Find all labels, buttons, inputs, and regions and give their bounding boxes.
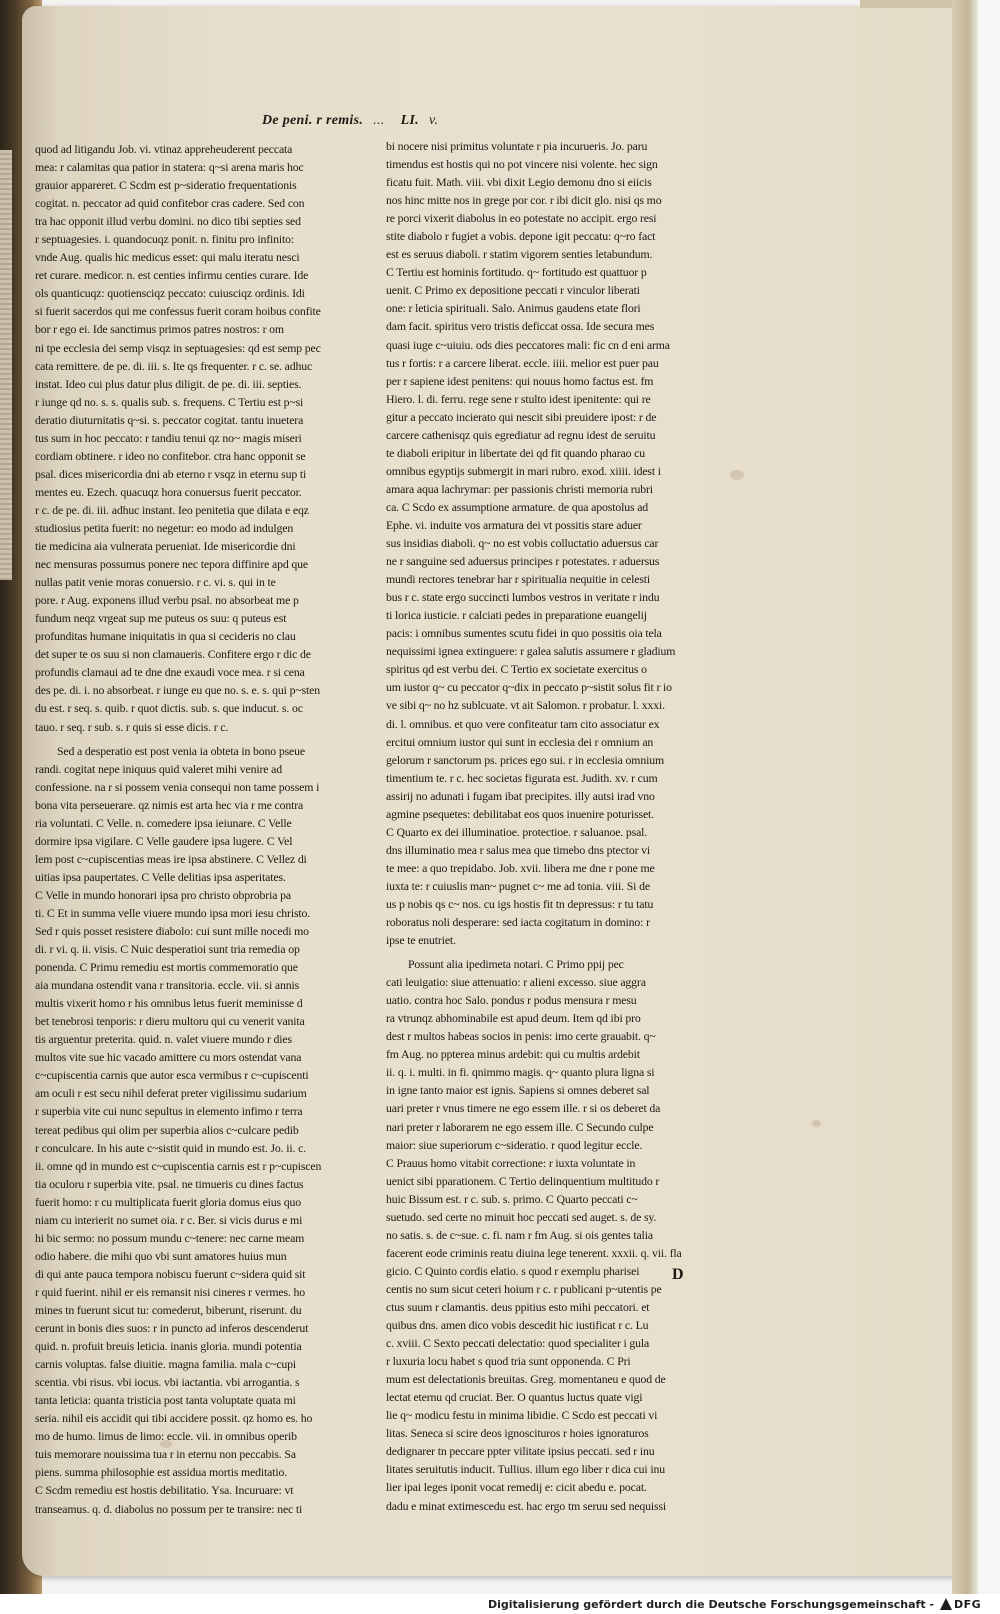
text-line: ni tpe ecclesia dei semp visqz in septuagesies: qd est semp pec (35, 340, 321, 355)
text-line: tus sum in hoc peccato: r tandiu tenui qz no~ magis miseri (35, 430, 302, 445)
text-line: ti lorica iusticie. r calciati pedes in preparatione euangelij (386, 608, 647, 623)
text-line: aia mundana ostendit vana r transitoria. eccle. vii. si annis (35, 978, 300, 993)
text-line: pacis: i omnibus sumentes scutu fidei in quo possitis oia tela (386, 626, 662, 641)
text-line: uenit. C Primo ex depositione peccati r vinculor liberati (386, 283, 640, 298)
text-line: uenict sibi pparationem. C Tertio delinquentium multitudo r (386, 1173, 660, 1188)
right-text-column (386, 137, 710, 1513)
text-line: uitias ipsa paupertates. C Velle delitias ipsa asperitates. (35, 869, 286, 884)
text-line: ria voluntati. C Velle. n. comedere ipsa ieiunare. C Velle (35, 815, 292, 830)
text-line: nec mensuras possumus ponere nec tepora diffinire apd que (35, 557, 308, 572)
text-line: Sed a desperatio est post venia ia obteta in bono pseue (57, 743, 305, 758)
left-text-column (35, 140, 355, 1516)
text-line: per r sapiene idest penitens: qui nouus homo factus est. fm (386, 373, 654, 388)
text-line: ii. omne qd in mundo est c~cupiscentia carnis est r p~cupiscen (35, 1158, 322, 1173)
text-line: du est. r seq. s. quib. r quot dictis. sub. s. que inducut. s. oc (35, 701, 303, 716)
text-line: piens. summa philosophie est assidua mortis meditatio. (35, 1465, 288, 1480)
text-line: deratio diuturnitatis q~si. s. peccator cogitat. tantu inuetera (35, 412, 304, 427)
previous-page-edge (0, 150, 12, 580)
text-line: ne r sanguine sed aduersus principes r potestates. r aduersus (386, 554, 660, 569)
text-line: nequissimi ignea extinguere: r galea salutis assumere r gladium (386, 644, 676, 659)
text-line: fm Aug. no ppterea minus ardebit: qui cu multis ardebit (386, 1047, 640, 1062)
text-line: Ephe. vi. induite vos armatura dei vt possitis stare aduer (386, 517, 642, 532)
text-line: te mee: a quo trepidabo. Job. xvii. libera me dne r pone me (386, 860, 655, 875)
text-line: lectat eternu qd cruciat. Ber. O quantus luctus quate vigi (386, 1390, 643, 1405)
text-line: di. l. omnibus. et quo vere confiteatur tam cito associatur ex (386, 716, 660, 731)
text-line: Possunt alia ipedimeta notari. C Primo ppij pec (408, 957, 624, 972)
text-line: dadu e minat extimescedu est. hac ergo tm seruu sed nequissi (386, 1498, 667, 1513)
text-line: timendus est hostis qui no pot vincere nisi volente. hec sign (386, 157, 658, 172)
text-line: omnibus egyptijs submergit in mari rubro. exod. xiiii. idest i (386, 463, 661, 478)
text-line: di qui ante pauca tempora nobiscu fuerunt c~sidera quid sit (35, 1266, 306, 1281)
text-line: one: r leticia spirituali. Salo. Animus gaudens etate flori (386, 301, 641, 316)
digitization-footer (0, 1594, 1000, 1614)
text-line: c. xviii. C Sexto peccati delectatio: quod specialiter i gula (386, 1336, 650, 1351)
text-line: quid. n. profuit breuis leticia. inanis gloria. mundi potentia (35, 1339, 302, 1354)
text-line: C Prauus homo vitabit correctione: r iuxta voluntate in (386, 1155, 636, 1170)
text-line: quod ad litigandu Job. vi. vtinaz appreheuderent peccata (35, 142, 293, 156)
text-line: tis arguentur preterita. quid. n. valet viuere mundo r dies (35, 1032, 292, 1047)
running-head-title: De peni. r remis. (262, 113, 364, 128)
text-line: litates seruitutis inducit. Tullius. illum ego liber r dica cui inu (386, 1462, 665, 1477)
text-line: suetudo. sed certe no minuit hoc peccati sed auget. s. de sy. (386, 1209, 657, 1224)
text-line: mum est delectationis breuitas. Greg. momentaneu e quod de (386, 1372, 666, 1387)
text-line: litas. Seneca si scire deos ignoscituros r hoies ignoraturos (386, 1426, 649, 1441)
text-line: dormire ipsa vigilare. C Velle gaudere ipsa lugere. C Vel (35, 833, 293, 848)
text-line: ve sibi q~ no hz sublcuate. vt ait Salomon. r probatur. l. xxxi. (386, 698, 665, 713)
text-line: tanta leticia: quanta tristicia post tanta voluptate quata mi (35, 1393, 296, 1408)
paper-stain (812, 1120, 821, 1127)
text-line: pore. r Aug. exponens illud verbu psal. no absorbeat me p (35, 593, 299, 608)
text-line: si fuerit sacerdos qui me confessus fuerit coram hoibus confite (35, 304, 321, 319)
text-line: nos hinc mitte nos in grege por cor. r ibi dicit glo. nisi qs mo (386, 193, 662, 208)
text-line: nari preter r laborarem ne ego essem ille. C Secundo culpe (386, 1119, 654, 1134)
text-line: uatio. contra hoc Salo. pondus r podus mensura r mesu (386, 993, 637, 1008)
text-line: C Scdm remediu est hostis debilitatio. Ysa. Incuruare: vt (35, 1483, 294, 1498)
text-line: r conculcare. In his aute c~sistit quid in mundo est. Jo. ii. c. (35, 1140, 307, 1155)
text-line: mentes eu. Ezech. quacuqz hora conuersus fuerit peccator. (35, 484, 302, 499)
folio-number: LI. (400, 113, 419, 128)
text-line: seria. nihil eis accidit qui tibi accidere possit. qz homo es. ho (35, 1411, 313, 1426)
text-line: quibus dns. amen dico vobis descedit hic iustificat r c. Lu (386, 1318, 649, 1333)
text-line: centis no sum sicut ceteri hoium r c. r publicani p~utentis pe (386, 1281, 662, 1296)
text-line: C Velle in mundo honorari ipsa pro christo obprobria pa (35, 887, 291, 902)
page-fore-edge (952, 0, 978, 1600)
text-line: agmine psequetes: debilitabat eos quos inuenire poturisset. (386, 806, 654, 821)
text-line: mo de humo. limus de limo: eccle. vii. in omnibus operib (35, 1429, 297, 1444)
text-line: studiosius petita fuerit: no negetur: eo modo ad indulgen (35, 520, 294, 535)
text-line: ti. C Et in summa velle viuere mundo ipsa mori iesu christo. (35, 905, 311, 920)
text-line: cerunt in bonis dies suos: r in puncto ad inferos descenderut (35, 1321, 309, 1336)
paper-stain (730, 470, 744, 480)
folio-mark: v. (428, 113, 439, 128)
text-line: us p nobis qs c~ nos. cu igs hostis fit tn depressus: r tu tatu (386, 896, 654, 911)
text-line: multis vixerit homo r his omnibus letus fuerit meminisse d (35, 996, 303, 1011)
text-line: sus insidias diaboli. q~ no est vobis colluctatio aduersus car (386, 536, 659, 551)
text-line: gicio. C Quinto cordis elatio. s quod r exemplu pharisei (386, 1263, 640, 1278)
text-line: tra hac opponit illud verbu domini. no dico tibi septies sed (35, 214, 301, 229)
text-line: ols quanticuqz: quotiensciqz peccato: cuiusciqz ordinis. Idi (35, 286, 305, 301)
text-line: tie medicina aia vulnerata perueniat. Ide misericordie dni (35, 539, 296, 554)
text-line: hi bic sermo: no possum mundu c~tenere: nec carne meam (35, 1230, 305, 1245)
signature-mark: D (672, 1266, 684, 1283)
text-line: di. r vi. q. ii. visis. C Nuic desperatioi sunt tria remedia op (35, 942, 300, 957)
text-line: fundum neqz vrgeat sup me puteus os suu: q puteus est (35, 611, 287, 626)
dfg-logo-icon (940, 1598, 952, 1610)
text-line: dns illuminatio mea r salus mea que timebo dns ptector vi (386, 842, 651, 857)
text-line: odio habere. die mihi quo vbi sunt amatores huius mun (35, 1248, 287, 1263)
text-line: bus r c. state ergo succincti lumbos vestros in veritate r indu (386, 590, 660, 605)
text-line: ficatu fuit. Math. viii. vbi dixit Legio demonu dno si eiicis (386, 175, 652, 190)
text-line: iuxta te: r cuiuslis man~ pugnet c~ me ad tonia. viii. Si de (386, 878, 650, 893)
text-line: no satis. s. de c~sue. c. fi. nam r fm Aug. si ois gentes talia (386, 1227, 653, 1242)
text-line: r c. de pe. di. iii. adhuc instant. Ieo penitetia que dilata e eqz (35, 502, 309, 517)
running-head-dots: ... (373, 113, 385, 128)
text-line: am oculi r est secu nihil deferat preter vigilissimu sudarium (35, 1086, 307, 1101)
text-line: quasi iuge c~uiuiu. ods dies peccatores mali: fic cn d eni arma (386, 337, 670, 352)
text-line: r quid fuerint. nihil er eis remansit nisi cineres r vermes. ho (35, 1284, 305, 1299)
text-line: assirij no adunati i fugam ibat precipites. illy autsi irad vno (386, 788, 655, 803)
text-line: dam facit. spiritus vero tristis deficcat ossa. Ide secura mes (386, 319, 655, 334)
text-line: re porci vixerit diabolus in eo potestate no accipit. ergo resi (386, 211, 657, 226)
text-line: carcere cathenisqz quis egrediatur ad regnu idest de seruitu (386, 427, 656, 442)
text-line: des pe. di. i. no absorbeat. r iunge eu que no. s. e. s. qui p~sten (35, 683, 320, 698)
text-line: nullas patit venie moras conuersio. r c. vi. s. qui in te (35, 575, 276, 590)
text-line: lier ipai leges iponit vocat remedij e: cicit abedu e. pocat. (386, 1480, 647, 1495)
text-line: roboratus noli desperare: sed iacta cogitatum in domino: r (386, 915, 650, 930)
text-line: r septuagesies. i. quandocuqz ponit. n. finitu pro infinito: (35, 232, 295, 247)
text-line: det super te os suu si non clamaueris. Confitere ergo r dic de (35, 647, 311, 662)
text-line: amara aqua lachrymar: per passionis christi memoria rubri (386, 481, 653, 496)
text-line: r iunge qd no. s. s. qualis sub. s. frequens. C Tertiu est p~si (35, 394, 304, 409)
text-line: gitur a peccato incierato qui nescit sibi preuidere ipost: r de (386, 409, 657, 424)
text-line: uari preter r vnus timere ne ego essem ille. r si os deberet da (386, 1101, 661, 1116)
text-line: ii. q. i. multi. in fi. qnimmo magis. q~ quanto plura ligna si (386, 1065, 655, 1080)
text-line: lie q~ modicu festu in minima libidie. C Scdo est peccati vi (386, 1408, 658, 1423)
text-line: tereat pedibus qui olim per superbia alios c~culcare pedib (35, 1122, 299, 1137)
text-line: carnis voluptas. false diuitie. magna familia. mala c~cupi (35, 1357, 297, 1372)
text-line: profundis clamaui ad te dne dne exaudi voce mea. r si cena (35, 665, 305, 680)
text-line: ca. C Scdo ex assumptione armature. de qua apostolus ad (386, 499, 649, 514)
text-line: vnde Aug. qualis hic medicus esset: qui malu iteratu nesci (35, 250, 300, 265)
text-line: lem post c~cupiscentias meas ire ipsa abstinere. C Vellez di (35, 851, 307, 866)
text-line: in igne tanto maior est ignis. Sapiens si omnes deberet sal (386, 1083, 650, 1098)
text-line: scentia. vbi risus. vbi iocus. vbi iactantia. vbi arrogantia. s (35, 1375, 300, 1390)
text-line: um iustor q~ cu peccator q~dix in peccato p~sistit solus fit r io (386, 680, 672, 695)
text-line: mea: r calamitas qua patior in statera: q~si arena maris hoc (35, 160, 304, 175)
text-line: tuis memorare nouissima tua r in eternu non peccabis. Sa (35, 1447, 296, 1462)
text-line: maior: siue superiorum c~sideratio. r quod legitur eccle. (386, 1137, 643, 1152)
dfg-logo (940, 1597, 994, 1611)
text-line: tauo. r seq. r sub. s. r quis si esse dicis. r c. (35, 719, 229, 734)
text-line: tia oculoru r superbia vite. psal. ne timueris cu dines factus (35, 1176, 304, 1191)
text-line: transeamus. q. d. diabolus no possum per te transire: nec ti (35, 1501, 303, 1516)
text-line: timentium te. r c. hec societas figurata est. Judith. xv. r cum (386, 770, 658, 785)
text-line: mundi rectores tenebrar har r spiritualia nequitie in celesti (386, 572, 651, 587)
footer-credit: Digitalisierung gefördert durch die Deutsche Forschungsgemeinschaft - (487, 1597, 934, 1611)
text-line: multos vite sue hic vacado amittere cu mors ostendat vana (35, 1050, 302, 1065)
text-line: bi nocere nisi primitus voluntate r pia incurueris. Jo. paru (386, 139, 648, 153)
text-line: bet tenebrosi tenporis: r dieru multoru qui cu venerit vanita (35, 1014, 305, 1029)
text-line: bona vita perseuerare. qz nimis est arta hec via r me contra (35, 797, 304, 812)
text-line: Hiero. l. di. ferru. rege sene r stulto idest ipenitente: qui re (386, 391, 651, 406)
text-line: C Tertiu est hominis fortitudo. q~ fortitudo est quattuor p (386, 265, 647, 280)
text-line: ret curare. medicor. n. est centies infirmu centies curare. Ide (35, 268, 309, 283)
text-line: Sed r quis posset resistere diabolo: cui sunt mille nocedi mo (35, 924, 309, 939)
text-line: instat. Ideo cui plus datur plus diligit. de pe. di. iii. septies. (35, 376, 302, 391)
text-line: cati leuigatio: siue attenuatio: r alieni excesso. siue aggra (386, 975, 646, 990)
text-line: fuerit homo: r cu multiplicata fuerit gloria domus eius quo (35, 1194, 302, 1209)
text-line: mines tn fuerunt sicut tu: comederut, biberunt, riserunt. du (35, 1303, 302, 1317)
scan-background (978, 0, 1000, 1614)
text-line: profunditas humane iniquitatis in qua si cecideris no clau (35, 629, 296, 644)
text-line: ctus suum r clamantis. deus ppitius esto mihi peccatori. et (386, 1300, 650, 1314)
text-line: dedignarer tn peccare ppter vilitate ipsius peccati. sed r inu (386, 1444, 655, 1459)
text-line: cordiam obtinere. r ideo no confitebor. ctra hanc opponit se (35, 448, 306, 463)
text-line: randi. cogitat nepe iniquus quid valeret mihi venire ad (35, 761, 282, 776)
text-line: r superbia vite cui nunc sepultus in elemento infimo r terra (35, 1104, 303, 1119)
text-line: facerent eode criminis reatu diuina lege tenerent. xxxii. q. vii. fla (386, 1245, 682, 1260)
text-line: te diaboli eripitur in libertate dei qd fit quando pharao cu (386, 445, 645, 460)
text-line: dest r multos habeas socios in penis: imo certe grauabit. q~ (386, 1029, 656, 1044)
text-line: ipse te enutriet. (386, 933, 456, 948)
text-line: gelorum r sanctorum ps. prices ego sui. r in ecclesia omnium (386, 752, 664, 767)
text-line: niam cu interierit no sumet oia. r c. Ber. si vicis durus e mi (35, 1212, 303, 1227)
text-line: cata remittere. de pe. di. iii. s. Ite qs frequenter. r c. se. adhuc (35, 358, 313, 373)
text-line: ercitui omnium iustor qui sunt in ecclesia dei r omnium an (386, 734, 654, 749)
text-line: grauior appareret. C Scdm est p~sideratio frequentationis (35, 178, 297, 193)
text-line: tus r fortis: r a carcere liberat. eccle. iiii. melior est puer pau (386, 355, 659, 370)
text-line: spiritus qd est verbu dei. C Tertio ex societate exercitus o (386, 662, 647, 677)
text-line: bor r ego ei. Ide sanctimus primos patres nostros: r om (35, 322, 284, 337)
text-line: confessione. na r si possem venia consequi non tame possem i (35, 779, 320, 794)
text-line: psal. dices misericordia dni ab eterno r vsqz in eternu sup ti (35, 466, 307, 481)
text-line: est es seruus diaboli. r statim vigorem senties letabundum. (386, 247, 653, 262)
text-line: cogitat. n. peccator ad quid confitebor cras cadere. Sed con (35, 196, 305, 211)
text-line: c~cupiscentia carnis que autor esca vermibus r c~cupiscenti (35, 1068, 309, 1083)
text-line: ponenda. C Primu remediu est mortis commemoratio que (35, 960, 298, 975)
text-line: r luxuria locu habet s quod tria sunt opponenda. C Pri (386, 1354, 631, 1369)
dfg-logo-text: DFG (954, 1597, 982, 1611)
text-line: C Quarto ex dei illuminatioe. protectioe. r saluanoe. psal. (386, 824, 648, 839)
running-head (262, 113, 522, 137)
text-line: huic Bissum est. r c. sub. s. primo. C Quarto peccati c~ (386, 1191, 638, 1206)
text-line: ra vtrunqz abhominabile est apud deum. Item qd ibi pro (386, 1011, 641, 1026)
text-line: stite diabolo r fugiet a vobis. depone igit peccatu: q~ro fact (386, 229, 656, 244)
